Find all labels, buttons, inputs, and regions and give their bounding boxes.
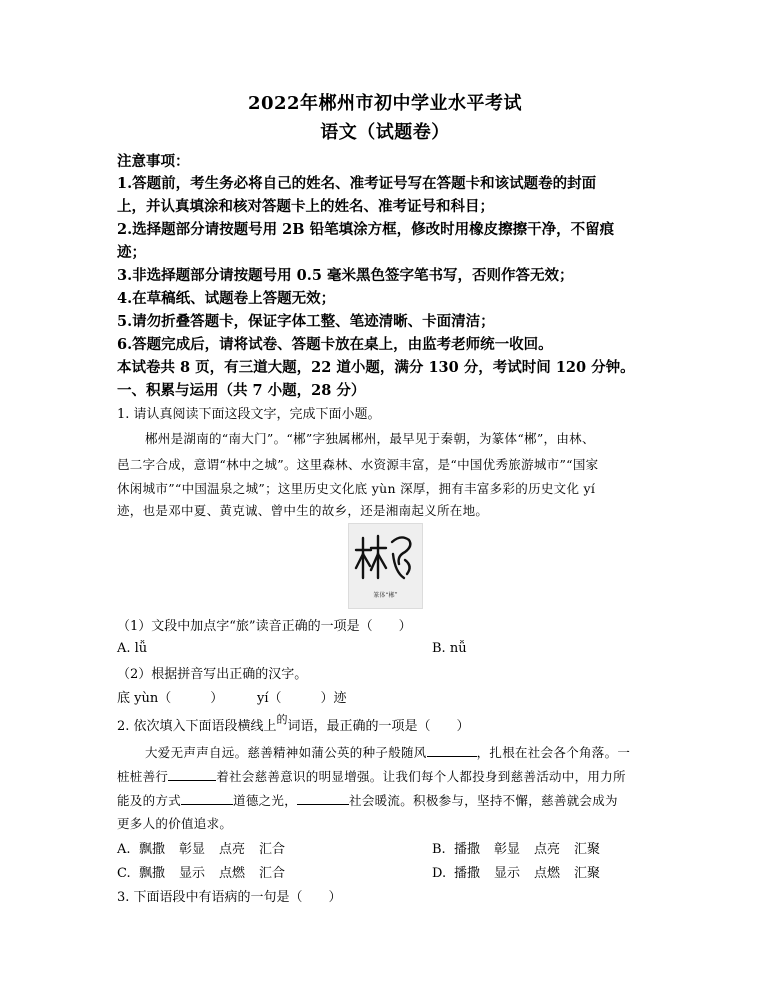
notice-line: 2.选择题部分请按题号用 2B 铅笔填涂方框，修改时用橡皮擦擦干净，不留痕: [117, 221, 615, 238]
fill-blank[interactable]: [297, 794, 349, 805]
passage-text: 道德之光，: [233, 793, 298, 808]
option-word: 显示: [494, 866, 521, 881]
passage-line: 邑二字合成，意谓“林中之城”。这里森林、水资源丰富，是“中国优秀旅游城市”“国家: [117, 457, 599, 472]
option-word: 点燃: [534, 866, 561, 881]
passage-text: 桩桩善行: [117, 769, 169, 784]
option-word: 彰显: [179, 842, 206, 857]
seal-character-glyph: [349, 524, 422, 590]
option-a[interactable]: A. lǚ: [117, 641, 148, 656]
question-3-stem: 3. 下面语段中有语病的一句是（ ）: [117, 890, 342, 905]
option-word: 点亮: [534, 842, 561, 857]
option-word: 播撒: [454, 866, 481, 881]
passage-text: 着社会慈善意识的明显增强。让我们每个人都投身到慈善活动中，用力所: [216, 769, 626, 784]
passage-line: [117, 767, 626, 785]
passage-line: [145, 743, 630, 761]
option-word: 汇聚: [574, 866, 601, 881]
option-word: 汇聚: [574, 842, 601, 857]
question-1-stem: 1. 请认真阅读下面这段文字，完成下面小题。: [117, 407, 381, 422]
sub-question-1: （1）文段中加点字“旅”读音正确的一项是（ ）: [117, 619, 412, 634]
option-letter: C.: [117, 866, 131, 881]
passage-line: 休闲城市”“中国温泉之城”；这里历史文化底 yùn 深厚，拥有丰富多彩的历史文化 yí: [117, 481, 596, 496]
exam-subtitle: 语文（试题卷）: [320, 122, 450, 143]
passage-text: 社会暖流。积极参与，坚持不懈，慈善就会成为: [349, 793, 618, 808]
option-word: 彰显: [494, 842, 521, 857]
option-word: 汇合: [259, 842, 286, 857]
passage-line: 更多人的价值追求。: [117, 816, 233, 831]
option-word: 飘撒: [139, 842, 166, 857]
notice-heading: 注意事项：: [117, 153, 190, 170]
option-c[interactable]: [117, 862, 285, 881]
option-letter: B.: [432, 842, 446, 857]
stem-text: 2. 依次填入下面语段横线上: [117, 719, 277, 734]
option-word: 显示: [179, 866, 206, 881]
exam-title: 2022年郴州市初中学业水平考试: [247, 93, 523, 114]
option-word: 点燃: [219, 866, 246, 881]
section-heading: 一、积累与运用（共 7 小题，28 分）: [117, 382, 366, 399]
notice-line: 3.非选择题部分请按题号用 0.5 毫米黑色签字笔书写，否则作答无效；: [117, 267, 574, 284]
seal-caption: 篆体“郴”: [373, 592, 398, 599]
notice-line: 迹；: [117, 244, 146, 261]
fill-blank[interactable]: [427, 746, 477, 757]
option-word: 汇合: [259, 866, 286, 881]
option-word: 点亮: [219, 842, 246, 857]
fill-blank[interactable]: [181, 794, 233, 805]
fill-blank[interactable]: [168, 770, 216, 781]
passage-line: 郴州是湖南的“南大门”。“郴”字独属郴州，最早见于秦朝，为篆体“郴”，由林、: [145, 431, 595, 446]
option-letter: A.: [117, 842, 131, 857]
passage-text: ，扎根在社会各个角落。一: [476, 745, 631, 760]
notice-line: 4.在草稿纸、试题卷上答题无效；: [117, 290, 336, 307]
option-b[interactable]: [432, 838, 600, 857]
sub-question-2: （2）根据拼音写出正确的汉字。: [117, 667, 308, 682]
seal-script-image: [348, 523, 423, 609]
stem-text: 词语，最正确的一项是（ ）: [287, 719, 470, 734]
question-2-stem: [117, 715, 470, 734]
stem-superscript: 的: [276, 713, 288, 726]
passage-text: 能及的方式: [117, 793, 182, 808]
notice-line: 5.请勿折叠答题卡，保证字体工整、笔迹清晰、卡面清洁；: [117, 313, 495, 330]
option-word: 播撒: [454, 842, 481, 857]
exam-summary: 本试卷共 8 页，有三道大题，22 道小题，满分 130 分，考试时间 120 分钟。: [117, 359, 635, 376]
pinyin-blank-yun[interactable]: 底 yùn（ ）: [117, 691, 224, 706]
option-d[interactable]: [432, 862, 600, 881]
notice-line: 1.答题前，考生务必将自己的姓名、准考证号写在答题卡和该试题卷的封面: [117, 175, 597, 192]
notice-line: 上，并认真填涂和核对答题卡上的姓名、准考证号和科目；: [117, 198, 494, 215]
pinyin-blank-yi[interactable]: yí（ ）迹: [257, 691, 347, 706]
passage-line: [117, 791, 618, 809]
notice-line: 6.答题完成后，请将试卷、答题卡放在桌上，由监考老师统一收回。: [117, 336, 553, 353]
passage-line: 迹，也是邓中夏、黄克诚、曾中生的故乡，还是湘南起义所在地。: [117, 503, 489, 518]
option-a[interactable]: [117, 838, 285, 857]
option-letter: D.: [432, 866, 447, 881]
option-b[interactable]: B. nǚ: [432, 641, 467, 656]
passage-text: 大爱无声声自远。慈善精神如蒲公英的种子般随风: [145, 745, 427, 760]
option-word: 飘撒: [139, 866, 166, 881]
